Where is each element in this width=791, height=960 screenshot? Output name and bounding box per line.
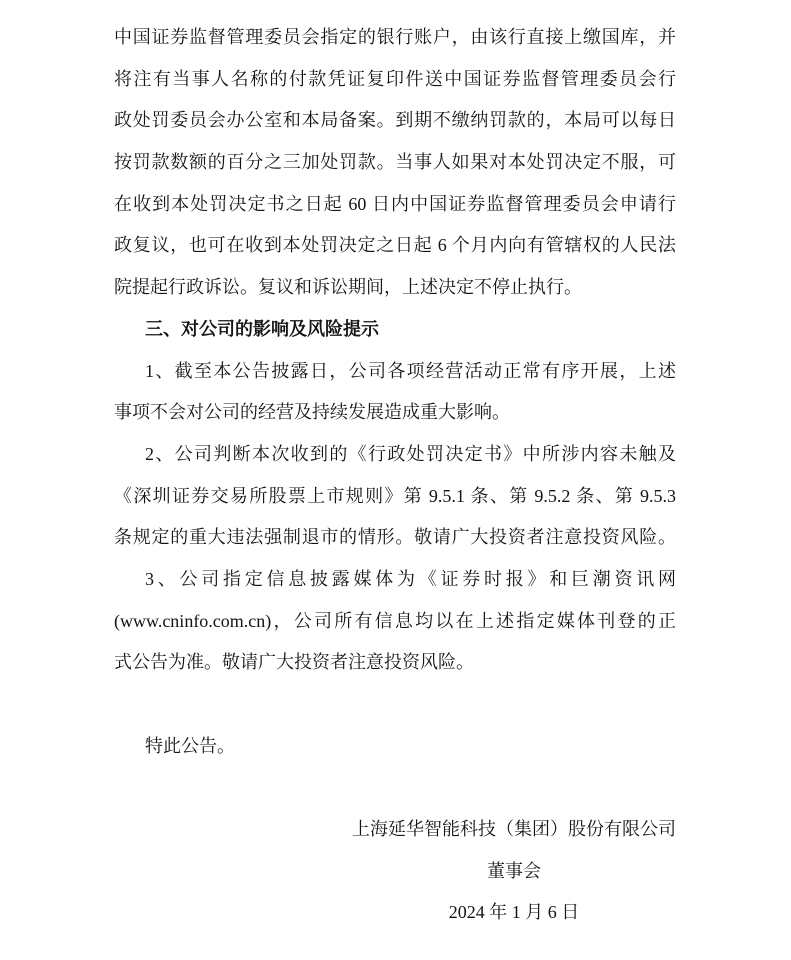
body-line: 政复议，也可在收到本处罚决定之日起 6 个月内向有管辖权的人民法 [114,235,676,256]
body-line: 《深圳证券交易所股票上市规则》第 9.5.1 条、第 9.5.2 条、第 9.5.3 [114,485,676,506]
body-line: 将注有当事人名称的付款凭证复印件送中国证券监督管理委员会行 [114,68,676,89]
body-line: 式公告为准。敬请广大投资者注意投资风险。 [114,652,474,673]
signature-block [352,809,676,934]
signature-date: 2024 年 1 月 6 日 [448,902,580,923]
blank-line [114,684,676,726]
body-line: (www.cninfo.com.cn)，公司所有信息均以在上述指定媒体刊登的正 [114,610,676,631]
body-line: 按罚款数额的百分之三加处罚款。当事人如果对本处罚决定不服，可 [114,152,676,173]
signature-board: 董事会 [487,860,541,881]
signature-company: 上海延华智能科技（集团）股份有限公司 [352,819,676,839]
document-body [114,17,676,767]
section-heading: 三、对公司的影响及风险提示 [145,318,379,339]
body-line: 事项不会对公司的经营及持续发展造成重大影响。 [114,402,510,423]
body-line: 1、截至本公告披露日，公司各项经营活动正常有序开展，上述 [145,360,676,381]
body-line: 政处罚委员会办公室和本局备案。到期不缴纳罚款的，本局可以每日 [114,110,676,131]
body-line: 在收到本处罚决定书之日起 60 日内中国证券监督管理委员会申请行 [114,193,676,214]
body-line: 院提起行政诉讼。复议和诉讼期间，上述决定不停止执行。 [114,277,582,298]
closing-text: 特此公告。 [145,735,235,756]
body-line: 中国证券监督管理委员会指定的银行账户，由该行直接上缴国库，并 [114,27,676,47]
body-line: 3、公司指定信息披露媒体为《证券时报》和巨潮资讯网 [145,568,676,589]
body-line: 条规定的重大违法强制退市的情形。敬请广大投资者注意投资风险。 [114,527,676,548]
body-line: 2、公司判断本次收到的《行政处罚决定书》中所涉内容未触及 [145,443,676,464]
